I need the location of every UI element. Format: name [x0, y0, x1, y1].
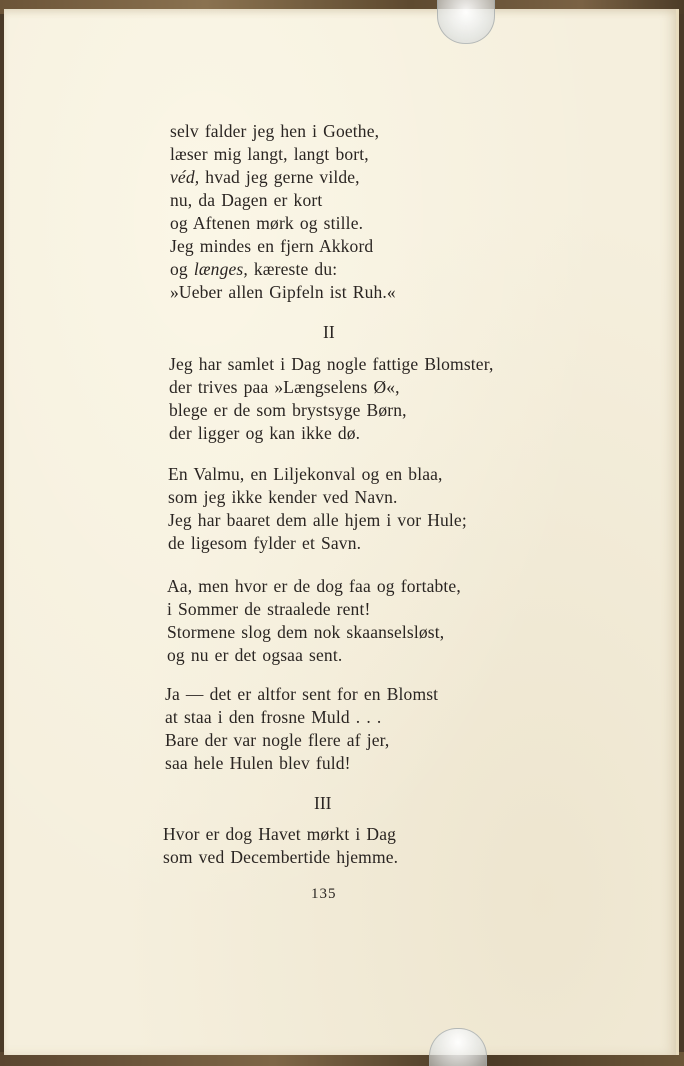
verse-line: Bare der var nogle flere af jer, [165, 730, 390, 750]
verse-line [170, 258, 337, 280]
section-heading-ii: II [323, 322, 335, 342]
verse-line: der ligger og kan ikke dø. [169, 423, 361, 443]
italic-word: véd, [170, 167, 200, 187]
verse-line: nu, da Dagen er kort [170, 190, 323, 210]
verse-line [170, 166, 360, 188]
verse-line: saa hele Hulen blev fuld! [165, 753, 351, 773]
verse-line: læser mig langt, langt bort, [170, 144, 369, 164]
verse-line: blege er de som brystsyge Børn, [169, 400, 407, 420]
verse-line: at staa i den frosne Muld . . . [165, 707, 382, 727]
verse-line: Aa, men hvor er de dog faa og fortabte, [167, 576, 461, 596]
verse-text: kæreste du: [247, 259, 338, 279]
verse-line: En Valmu, en Liljekonval og en blaa, [168, 464, 443, 484]
verse-line: i Sommer de straalede rent! [167, 599, 371, 619]
section-heading-iii: III [314, 793, 332, 813]
italic-word: længes, [193, 259, 248, 279]
verse-line: Jeg har baaret dem alle hjem i vor Hule; [168, 510, 467, 530]
verse-line: og Aftenen mørk og stille. [170, 213, 364, 233]
verse-line: og nu er det ogsaa sent. [167, 645, 343, 665]
verse-text: og [170, 259, 194, 279]
verse-line: Stormene slog dem nok skaanselsløst, [167, 622, 445, 642]
verse-line: som jeg ikke kender ved Navn. [168, 487, 398, 507]
verse-line: Jeg har samlet i Dag nogle fattige Blomster, [169, 354, 494, 374]
verse-line: der trives paa »Længselens Ø«, [169, 377, 400, 397]
verse-text: hvad jeg gerne vilde, [199, 167, 360, 187]
verse-line: »Ueber allen Gipfeln ist Ruh.« [170, 282, 396, 302]
verse-line: de ligesom fylder et Savn. [168, 533, 362, 553]
verse-line: Jeg mindes en fjern Akkord [170, 236, 374, 256]
verse-line: selv falder jeg hen i Goethe, [170, 121, 380, 141]
verse-line: Hvor er dog Havet mørkt i Dag [163, 824, 397, 844]
verse-line: Ja — det er altfor sent for en Blomst [165, 684, 439, 704]
verse-line: som ved Decembertide hjemme. [163, 847, 399, 867]
page-number: 135 [311, 886, 337, 902]
